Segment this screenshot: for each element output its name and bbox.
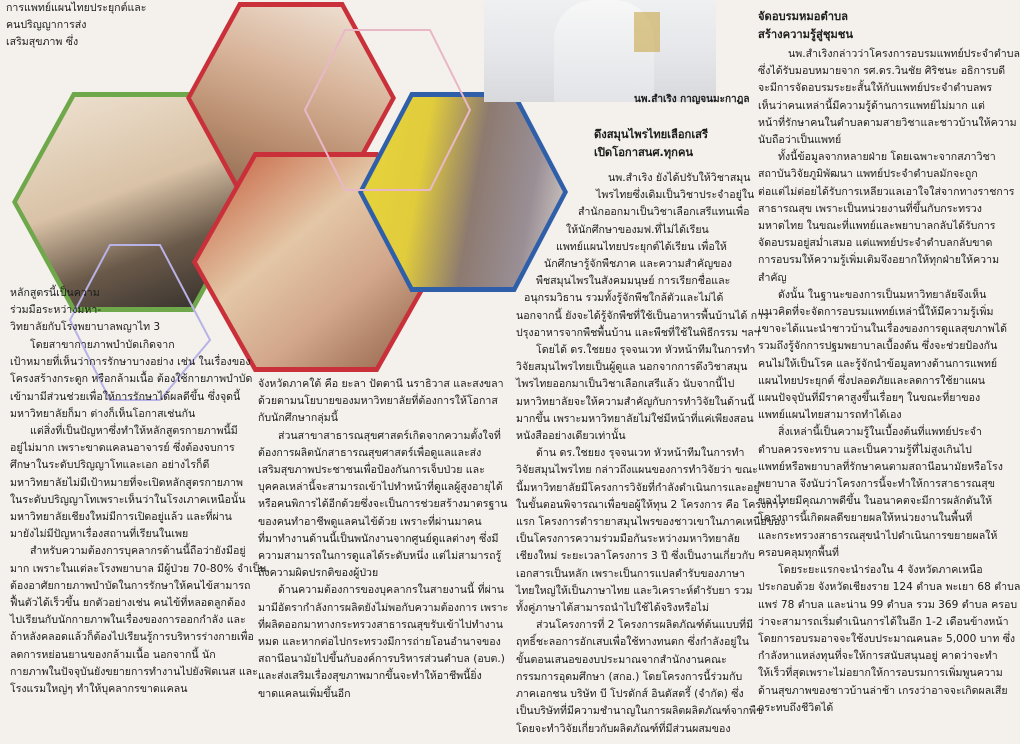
text-line: ฤทธิ์ชะลอการอักเสบเพื่อใช้ทางทนตก ซึ่งกำลังอยู่ใน xyxy=(516,636,749,649)
text-line: โครงการนี้เกิดผลดีขยายผลให้หน่วยงานในพื้นที่ xyxy=(758,512,973,525)
text-line: ต้องอาศัยกายภาพบำบัดในการรักษาให้คนไข้สามารถ xyxy=(10,579,251,592)
section-heading-herbs xyxy=(594,126,744,162)
middle-right-column xyxy=(516,170,786,738)
text-line: ของไทยมีคุณภาพดีขึ้น ในอนาคตจะมีการผลักดันให้ xyxy=(758,495,993,508)
text-line: เสริมสุขภาพ ซึ่ง xyxy=(6,36,79,49)
text-line: สาธารณสุข เพราะเป็นหน่วยงานที่ขึ้นกับกระทรวง xyxy=(758,202,982,215)
text-line: กำลังหาแหล่งทุนที่จะให้การสนับสนุนอยู่ คาดว่าจะทำ xyxy=(758,650,998,663)
section-heading-training xyxy=(758,8,998,44)
text-line: มหาวิทยาลัยไม่มีเป้าหมายที่จะเปิดหลักสูตรกายภาพ xyxy=(10,476,243,489)
text-line: หรือคนพิการได้อีกด้วยซึ่งจะเป็นการช่วยสร้างมาตรฐาน xyxy=(258,498,508,511)
text-line: แพทย์หรือพยาบาลที่รักษาคนตามสถานีอนามัยหรือโรง xyxy=(758,460,1003,473)
text-line: สิ่งเหล่านี้เป็นความรู้ในเบื้องต้นที่แพทย์ประจำ xyxy=(778,426,982,439)
left-column xyxy=(10,337,267,698)
text-line: พืชสมุนไพรในสังคมมนุษย์ การเรียกชื่อและ xyxy=(536,275,731,288)
text-line: นับถือว่าเป็นแพทย์ xyxy=(758,134,842,147)
text-line: นี้มหาวิทยาลัยมีโครงการวิจัยที่กำลังดำเนินการและอยู่ xyxy=(516,481,760,494)
text-line: ที่ผลิตออกมาทางกระทรวงสาธารณสุขรับเข้าไปทำงาน xyxy=(258,618,503,631)
text-line: โดยสาขากายภาพบำบัดเกิดจาก xyxy=(30,339,175,351)
text-line: ดังนั้น ในฐานะของการเป็นมหาวิทยาลัยจึงเห็น xyxy=(778,288,987,301)
text-line: ด้วยตามนโยบายของมหาวิทยาลัยที่ต้องการให้โอกาส xyxy=(258,395,498,408)
text-line: ครอบคลุมทุกพื้นที่ xyxy=(758,546,840,559)
text-line: ในระดับปริญญาโทเพราะเห็นว่าในโรงเภาคเหนือนั้น xyxy=(10,493,246,506)
photo-caption: นพ.สำเริง กาญจนมะกาฎล xyxy=(634,94,750,105)
text-line: แพทย์แผนไทยสามารถทำได้เอง xyxy=(758,409,902,422)
text-line: ส่วนโครงการที่ 2 โครงการผลิตภัณฑ์ต้นแบบที่มี xyxy=(536,619,754,632)
text-line: พยาบาล จึงนับว่าโครงการนี้จะทำให้การสาธารณสุข xyxy=(758,478,995,491)
text-line: คนปริญญาการส่ง xyxy=(6,19,87,32)
text-line: เสริมสุขภาพประชาชนเพื่อป้องกันการเจ็บป่วย และ xyxy=(258,464,485,477)
text-line: ศึกษาในระดับปริญญาโทและเอก อย่างไรก็ดี xyxy=(10,459,210,472)
text-line: ที่มาทำงานด้านนี้เป็นพนักงานจากศูนย์ดูแลต่างๆ ซึ่งมี xyxy=(258,532,499,545)
text-line: สถานีอนามัยไปขึ้นกับองค์การบริหารส่วนตำบล (อบต.) xyxy=(258,653,505,666)
text-line: แรก โครงการตำรายาสมุนไพรของชาวเขาในภาคเหนือของ xyxy=(516,516,786,529)
text-line: ด้าน ดร.ใชยยง รุจจนเวท หัวหน้าทีมในการทำ xyxy=(536,447,745,460)
text-line: หนังสืออย่างเดียวเท่านั้น xyxy=(516,430,626,443)
text-line: วิทยาลัยกับโรงพยาบาลพญาไท 3 xyxy=(10,321,161,334)
text-line: มามีอัตรากำลังการผลิตยังไม่พอกับความต้องการ เพราะ xyxy=(258,601,509,614)
heading-line: ดึงสมุนไพรไทยเลือกเสรี xyxy=(594,128,708,141)
text-line: นพ.สำเริงกล่าวว่าโครงการอบรมแพทย์ประจำตำบล xyxy=(788,48,1020,60)
text-line: แนวคิดที่จะจัดการอบรมแพทย์เหล่านี้ให้มีความรู้เพิ่ม xyxy=(758,306,994,319)
text-line: ไทยใหญ่ให้เป็นภาษาไทย และวิเคราะห์ตำรับยา รวม xyxy=(516,584,753,597)
text-line: ด้านสุขภาพของชาวบ้านล่าช้า เกรงว่าอาจจะเกิดผลเสีย xyxy=(758,684,1008,697)
text-line: สำนักออกมาเป็นวิชาเลือกเสรีแทนเพื่อ xyxy=(578,206,750,219)
text-line: กับนักศึกษากลุ่มนี้ xyxy=(258,412,338,425)
right-column xyxy=(758,46,1020,717)
text-line: โรงแรมใหญ่ๆ ทำให้บุคลากรขาดแคลน xyxy=(10,683,188,696)
text-line: ปรุงอาหารจากพืชพื้นบ้าน และพืชที่ใช้ในพิธีกรรม ฯลฯ xyxy=(516,326,760,339)
text-line: เชียงใหม่ ระยะเวลาโครงการ 3 ปี ซึ่งเป็นงานเกี่ยวกับ xyxy=(516,550,755,563)
text-line: โดยจะทำวิจัยเกี่ยวกับผลิตภัณฑ์ที่มีส่วนผสมของ xyxy=(516,722,731,735)
text-line: โดยระยะแรกจะนำร่องใน 4 จังหวัดภาคเหนือ xyxy=(778,564,983,577)
text-line: หมด และหากต่อไปกระทรวงมีการถ่ายโอนอำนาจของ xyxy=(258,636,501,649)
text-line: การแพทย์แผนไทยประยุกต์และ xyxy=(6,2,147,14)
text-line: ส่วนสาขาสาธารณสุขศาสตร์เกิดจากความตั้งใจที่ xyxy=(278,429,501,442)
photo-portrait-doctor xyxy=(484,0,716,102)
text-line: ให้นักศึกษาของมฟ.ที่ไม่ได้เรียน xyxy=(566,223,709,236)
left-intro xyxy=(10,285,170,337)
text-line: ด้านความต้องการของบุคลากรในสายงานนี้ ที่ผ่าน xyxy=(278,584,505,597)
text-line: นักศึกษารู้จักพืชภาค และความสำคัญของ xyxy=(544,258,732,271)
text-line: ประกอบด้วย จังหวัดเชียงราย 124 ตำบล พะเยา 68 ตำบล xyxy=(758,581,1020,594)
text-line: ขั้นตอนเสนอของบประมาณจากสำนักงานคณะ xyxy=(516,653,727,666)
text-line: ลดการหย่อนยานของกล้ามเนื้อ นอกจากนี้ นัก xyxy=(10,648,216,661)
text-line: มหาวิทยาลัยก็มา ต่างก็เห็นโอกาสเช่นกัน xyxy=(10,407,196,420)
text-line: ถ้าหลังคลอดแล้วก็ต้องไปเรียนรู้การบริหารร่างกายเพื่อ xyxy=(10,631,254,644)
text-line: กายภาพในปัจจุบันยังขยายการทำงานไปยังฟิตเนส และ xyxy=(10,665,258,678)
text-line: เป็นบริษัทที่มีความชำนาญในการผลิตผลิตภัณฑ์จากพืช xyxy=(516,705,764,718)
text-line: ภาคเอกชน บริษัท บี โปรดักส์ อินดัสตรี้ (จำกัด) ซึ่ง xyxy=(516,688,744,701)
text-line: ฟื้นตัวได้เร็วขึ้น ยกตัวอย่างเช่น คนไข้ที่หลอดลูกต้อง xyxy=(10,597,246,610)
text-line: กรรมการอุดมศึกษา (สกอ.) โดยโครงการนี้ร่วมกับ xyxy=(516,670,743,683)
text-line: ถึงความผิดปรกติของผู้ป่วย xyxy=(258,567,379,580)
text-line: เข้ามามีส่วนช่วยเพื่อให้การรักษาได้ผลดีขึ้น ซึ่งจุดนี้ xyxy=(10,390,241,403)
text-line: ขาดแคลนเพิ่มขึ้นอีก xyxy=(258,687,351,700)
text-line: นพ.สำเริง ยังได้ปรับให้วิชาสมุน xyxy=(608,172,751,184)
text-line: ความสามารถในการดูแลได้ระดับหนึ่ง แต่ไม่สามารถรู้ xyxy=(258,550,502,563)
heading-line: เปิดโอกาสนศ.ทุกคน xyxy=(594,146,694,159)
text-line: มาก เพราะในแต่ละโรงพยาบาล มีผู้ป่วย 70-80% จำเป็น xyxy=(10,562,267,575)
text-line: กระทบถึงชีวิตได้ xyxy=(758,701,834,714)
text-line: เขาจะได้แนะนำชาวบ้านในเรื่องของการดูแลสุขภาพได้ xyxy=(758,323,1007,336)
text-line: แผนไทยประยุกต์ ซึ่งปลอดภัยและลดการใช้ยาแผน xyxy=(758,374,986,387)
text-line: สถาบันวิจัยภูมิพัฒนา แพทย์ประจำตำบลมักจะถูก xyxy=(758,168,978,181)
text-line: และกระทรวงสาธารณสุขนำไปดำเนินการขยายผลให้ xyxy=(758,529,998,542)
text-line: แต่สิ่งที่เป็นปัญหาซึ่งทำให้หลักสูตรกายภาพนี้มี xyxy=(30,425,238,438)
text-line: สำหรับความต้องการบุคลากรด้านนี้ถือว่ายังมีอยู่ xyxy=(30,545,246,558)
text-line: ไพรไทยซึ่งเดิมเป็นวิชาประจำอยู่ใน xyxy=(596,189,755,202)
text-line: ต้องการผลิตนักสาธารณสุขศาสตร์เพื่อดูแลและส่ง xyxy=(258,446,482,459)
text-line: สำคัญ xyxy=(758,271,787,284)
text-line: วิจัยสมุนไพรไทย กล่าวถึงแผนของการทำวิจัยว่า ขณะ xyxy=(516,464,758,477)
text-line: แพร่ 78 ตำบล และน่าน 99 ตำบล รวม 369 ตำบล ครอบ xyxy=(758,598,1018,611)
text-line: อยู่ไม่มาก เพราะขาดแคลนอาจารย์ ซึ่งต้องจบการ xyxy=(10,442,235,455)
text-line: ไปเรียนกับนักกายภาพในเรื่องของการออกกำลัง และ xyxy=(10,614,246,627)
text-line: ซึ่งได้รับมอบหมายจาก รศ.ดร.วินชัย ศิริชนะ อธิการบดี xyxy=(758,65,1006,78)
text-line: บุคคลเหล่านี้จะสามารถเข้าไปทำหน้าที่ดูแลผู้สูงอายุได้ xyxy=(258,481,503,494)
text-line: โดยได้ ดร.ใชยยง รุจจนเวท หัวหน้าทีมในการทำ xyxy=(536,344,756,357)
text-line: ต่อแต่ไม่ต่อยได้รับการเหลียวแลเอาใจใส่จากทางราชการ xyxy=(758,185,1015,198)
text-line: จัดอบรมอยู่สม่ำเสมอ แต่แพทย์ประจำตำบลกลับขาด xyxy=(758,237,993,250)
text-line: เป้าหมายที่เห็นว่าการรักษาบางอย่าง เช่น ในเรื่องของ xyxy=(10,356,251,369)
text-line: แผนปัจจุบันที่มีราคาสูงขึ้นเรื่อยๆ ในขณะที่ยาของ xyxy=(758,392,981,405)
text-line: โดยการอบรมอาจจะใช้งบประมาณคนละ 5,000 บาท ซึ่ง xyxy=(758,632,1016,645)
text-line: ว่าจะสามารถเริ่มดำเนินการได้ในอีก 1-2 เดือนข้างหน้า xyxy=(758,615,1009,628)
text-line: ร่วมมือระหว่างมหา- xyxy=(10,304,102,317)
text-line: ตำบลควรจะทราบ และเป็นความรู้ที่ไม่สูงเกินไป xyxy=(758,443,972,456)
text-line: ทั้งนี้ข้อมูลจากหลายฝ่าย โดยเฉพาะจากสภาวิชา xyxy=(778,151,996,164)
text-line: นอกจากนี้ ยังจะได้รู้จักพืชที่ใช้เป็นอาหารพื้นบ้านได้ การ xyxy=(516,309,769,322)
text-line: ทั้งคู่ภาษาไต้สามารถนำไปใช้ได้จริงหรือไม่ xyxy=(516,602,709,615)
text-line: ของคนทำอาชีพดูแลคนไข้ด้วย เพราะที่ผ่านมาคน xyxy=(258,515,482,528)
text-line: เห็นว่าคนเหล่านี้มีความรู้ด้านการแพทย์ไม่มาก แต่ xyxy=(758,99,985,112)
text-line: เป็นโครงการความร่วมมือกันระหว่างมหาวิทยาลัย xyxy=(516,533,741,546)
text-line: มากขึ้น เพราะมหาวิทยาลัยไม่ใช่มีหน้าที่แค่เพียงสอน xyxy=(516,412,754,425)
text-line: มหาดไทย ในขณะที่แพทย์และพยาบาลกลับได้รับการ xyxy=(758,220,996,233)
text-line: ในขั้นตอนพิจารณาเพื่อขอผู้ให้ทุน 2 โครงการ คือ โครงการ xyxy=(516,498,785,511)
text-line: ให้เร็วที่สุดเพราะไม่อยากให้การอบรมการเพิ่มพูนความ xyxy=(758,667,1003,680)
text-line: มหาวิทยาลัยจะให้ความสำคัญกับการทำวิจัยในด้านนี้ xyxy=(516,395,755,408)
text-line: หน้าที่รักษาคนในตำบลตามสายวิชาและชาวบ้านให้ความ xyxy=(758,116,1017,129)
text-line: โครงสร้างกระดูก หรือกล้ามเนื้อ ต้องใช้กายภาพบำบัด xyxy=(10,373,253,386)
text-line: และส่งเสริมเรื่องสุขภาพมากขึ้นจะทำให้อาชีพนี้ยิ่ง xyxy=(258,670,482,683)
text-line: แพทย์แผนไทยประยุกต์ได้เรียน เพื่อให้ xyxy=(556,240,727,253)
outline-hexagon xyxy=(305,30,470,190)
text-line: มหาวิทยาลัยเชียงใหม่มีการเปิดอยู่แล้ว และที่ผ่าน xyxy=(10,511,232,524)
text-line: วิจัยสมุนไพรไทยเป็นผู้ดูแล นอกจากการดึงวิชาสมุน xyxy=(516,361,748,374)
text-line: จะมีการจัดอบรมระยะสั้นให้กับแพทย์ประจำตำบลพร xyxy=(758,82,993,95)
text-line: อนุกรมวิธาน รวมทั้งรู้จักพืชใกล้ตัวและไม่ได้ xyxy=(524,292,724,305)
text-line: มายังไม่มีปัญหาเรื่องสถานที่เรียนในเพย xyxy=(10,528,189,541)
text-line: การอบรมให้ความรู้เพิ่มเติมจึงอยากให้ทุกฝ่ายให้ความ xyxy=(758,254,1000,267)
heading-line: สร้างความรู้สู่ชุมชน xyxy=(758,28,854,41)
text-line: ไพรไทยออกมาเป็นวิชาเลือกเสรีแล้ว นับจากนี้ไป xyxy=(516,378,735,391)
middle-column xyxy=(258,376,509,703)
heading-line: จัดอบรมหมอตำบล xyxy=(758,10,848,23)
text-line: จังหวัดภาคใต้ คือ ยะลา ปัตตานี นราธิวาส และสงขลา xyxy=(258,378,504,390)
text-line: คนไม่ให้เป็นโรค และรู้จักนำข้อมูลทางด้านการแพทย์ xyxy=(758,357,998,370)
text-line: เอกสารเป็นหลัก เพราะเป็นการแปลตำรับของภาษา xyxy=(516,567,745,580)
text-line: รวมถึงรู้จักการปฐมพยาบาลเบื้องต้น ซึ่งจะช่วยป้องกัน xyxy=(758,340,998,353)
text-line: หลักสูตรนี้เป็นความ xyxy=(10,287,100,299)
